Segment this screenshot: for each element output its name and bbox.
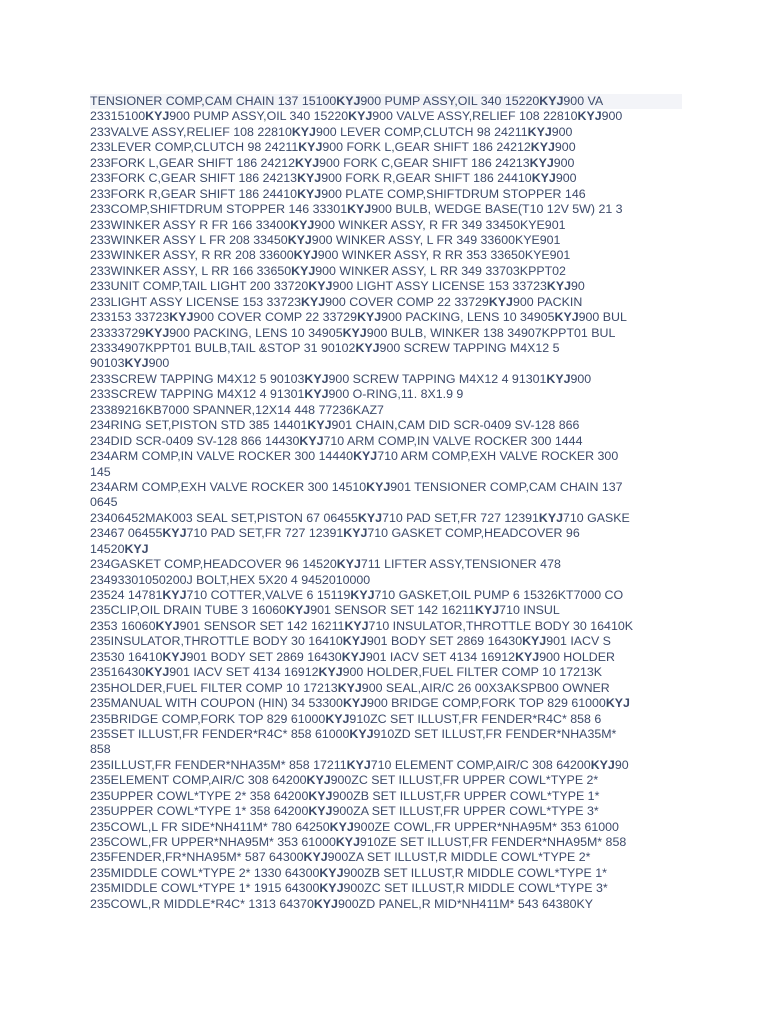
text-line: 235COWL,FR UPPER*NHA95M* 353 61000KYJ910ZE SET ILLUST,FR FENDER*NHA95M* 858 (90, 835, 627, 849)
highlighted-token: KYJ (291, 124, 316, 139)
text-line: 234RING SET,PISTON STD 385 14401KYJ901 CHAIN,CAM DID SCR-0409 SV-128 866 (90, 418, 580, 433)
highlighted-token: KYJ (546, 371, 571, 386)
highlighted-token: KYJ (329, 819, 354, 834)
highlighted-token: KYJ (304, 387, 329, 402)
highlighted-token: KYJ (349, 726, 374, 741)
highlighted-token: KYJ (293, 248, 318, 263)
text-line: 233WINKER ASSY R FR 166 33400KYJ900 WINKER ASSY, R FR 349 33450KYE901 (90, 217, 566, 232)
text-line: 145 (90, 464, 111, 479)
text-line: 233FORK L,GEAR SHIFT 186 24212KYJ900 FORK C,GEAR SHIFT 186 24213KYJ900 (90, 155, 575, 170)
highlighted-token: KYJ (145, 109, 170, 124)
text-line: 23467 06455KYJ710 PAD SET,FR 727 12391KYJ710 GASKET COMP,HEADCOVER 96 (90, 526, 580, 541)
text-line: 234GASKET COMP,HEADCOVER 96 14520KYJ711 LIFTER ASSY,TENSIONER 478 (90, 557, 561, 572)
highlighted-token: KYJ (308, 788, 333, 803)
text-line: 0645 (90, 495, 118, 510)
text-line: 858 (90, 742, 111, 757)
highlighted-token: KYJ (342, 325, 367, 340)
text-line: 235CLIP,OIL DRAIN TUBE 3 16060KYJ901 SENSOR SET 142 16211KYJ710 INSUL (90, 603, 560, 618)
text-line: 235SET ILLUST,FR FENDER*R4C* 858 61000KYJ910ZD SET ILLUST,FR FENDER*NHA35M* (90, 726, 617, 741)
text-line: 233WINKER ASSY, R RR 208 33600KYJ900 WINKER ASSY, R RR 353 33650KYE901 (90, 248, 571, 263)
highlighted-token: KYJ (297, 186, 322, 201)
highlighted-token: KYJ (353, 449, 378, 464)
highlighted-token: KYJ (577, 109, 602, 124)
highlighted-token: KYJ (538, 510, 563, 525)
highlighted-token: KYJ (308, 804, 333, 819)
text-line: 235COWL,R MIDDLE*R4C* 1313 64370KYJ900ZD PANEL,R MID*NH411M* 543 64380KY (90, 896, 594, 911)
text-line: 23524 14781KYJ710 COTTER,VALVE 6 15119KYJ710 GASKET,OIL PUMP 6 15326KT7000 CO (90, 588, 624, 602)
highlighted-token: KYJ (335, 835, 360, 849)
highlighted-token: KYJ (343, 526, 368, 541)
highlighted-token: KYJ (590, 757, 615, 772)
text-line: 233153 33723KYJ900 COVER COMP 22 33729KYJ900 PACKING, LENS 10 34905KYJ900 BUL (90, 310, 627, 325)
text-line: 234ARM COMP,EXH VALVE ROCKER 300 14510KYJ901 TENSIONER COMP,CAM CHAIN 137 (90, 479, 623, 494)
highlighted-token: KYJ (124, 541, 149, 556)
highlighted-token: KYJ (336, 557, 361, 572)
text-line: 2353 16060KYJ901 SENSOR SET 142 16211KYJ710 INSULATOR,THROTTLE BODY 30 16410K (90, 618, 633, 633)
text-line: 235ILLUST,FR FENDER*NHA35M* 858 17211KYJ710 ELEMENT COMP,AIR/C 308 64200KYJ90 (90, 757, 629, 772)
text-line: 23530 16410KYJ901 BODY SET 2869 16430KYJ901 IACV SET 4134 16912KYJ900 HOLDER (90, 649, 615, 664)
highlighted-token: KYJ (342, 696, 368, 711)
highlighted-token: KYJ (290, 217, 315, 232)
text-line: 234DID SCR-0409 SV-128 866 14430KYJ710 ARM COMP,IN VALVE ROCKER 300 1444 (90, 433, 583, 448)
highlighted-token: KYJ (155, 618, 180, 633)
highlighted-token: KYJ (522, 634, 547, 649)
highlighted-token: KYJ (357, 310, 382, 325)
text-line: TENSIONER COMP,CAM CHAIN 137 15100KYJ900 PUMP ASSY,OIL 340 15220KYJ900 VA (90, 94, 682, 109)
highlighted-token: KYJ (337, 680, 362, 695)
highlighted-token: KYJ (145, 325, 170, 340)
highlighted-token: KYJ (344, 618, 369, 633)
highlighted-token: KYJ (291, 263, 316, 278)
text-line: 23516430KYJ901 IACV SET 4134 16912KYJ900 HOLDER,FUEL FILTER COMP 10 17213K (90, 665, 603, 680)
text-line: 23334907KPPT01 BULB,TAIL &STOP 31 90102KYJ900 SCREW TAPPING M4X12 5 (90, 341, 560, 355)
text-line: 90103KYJ900 (90, 356, 170, 371)
highlighted-token: KYJ (348, 109, 373, 124)
highlighted-token: KYJ (306, 773, 331, 788)
highlighted-token: KYJ (341, 649, 366, 664)
text-line: 23406452MAK003 SEAL SET,PISTON 67 06455KYJ710 PAD SET,FR 727 12391KYJ710 GASKE (90, 510, 630, 525)
highlighted-token: KYJ (169, 310, 194, 325)
highlighted-token: KYJ (605, 696, 630, 711)
text-line: 235UPPER COWL*TYPE 1* 358 64200KYJ900ZA SET ILLUST,FR UPPER COWL*TYPE 3* (90, 804, 599, 819)
highlighted-token: KYJ (530, 140, 555, 155)
text-line: 233WINKER ASSY, L RR 166 33650KYJ900 WINKER ASSY, L RR 349 33703KPPT02 (90, 263, 566, 278)
text-line: 23333729KYJ900 PACKING, LENS 10 34905KYJ900 BULB, WINKER 138 34907KPPT01 BUL (90, 325, 616, 340)
text-line: 235ELEMENT COMP,AIR/C 308 64200KYJ900ZC SET ILLUST,FR UPPER COWL*TYPE 2* (90, 773, 599, 788)
highlighted-token: KYJ (295, 155, 320, 170)
text-line: 233SCREW TAPPING M4X12 5 90103KYJ900 SCREW TAPPING M4X12 4 91301KYJ900 (90, 371, 592, 386)
text-line: 23389216KB7000 SPANNER,12X14 448 77236KAZ7 (90, 402, 384, 417)
text-line: 233UNIT COMP,TAIL LIGHT 200 33720KYJ900 LIGHT ASSY LICENSE 153 33723KYJ90 (90, 279, 585, 294)
text-line: 23493301050200J BOLT,HEX 5X20 4 9452010000 (90, 572, 371, 587)
highlighted-token: KYJ (307, 418, 332, 433)
text-line: 235HOLDER,FUEL FILTER COMP 10 17213KYJ900 SEAL,AIR/C 26 00X3AKSPB00 OWNER (90, 680, 610, 695)
highlighted-token: KYJ (336, 94, 361, 108)
highlighted-token: KYJ (319, 865, 344, 880)
highlighted-token: KYJ (529, 155, 554, 170)
text-line: 233SCREW TAPPING M4X12 4 91301KYJ900 O-RING,11. 8X1.9 9 (90, 387, 464, 402)
text-line: 233LEVER COMP,CLUTCH 98 24211KYJ900 FORK L,GEAR SHIFT 186 24212KYJ900 (90, 140, 576, 155)
highlighted-token: KYJ (355, 341, 380, 355)
highlighted-token: KYJ (287, 232, 312, 247)
highlighted-token: KYJ (347, 202, 372, 217)
text-line: 233WINKER ASSY L FR 208 33450KYJ900 WINKER ASSY, L FR 349 33600KYE901 (90, 232, 561, 247)
highlighted-token: KYJ (546, 279, 571, 294)
highlighted-token: KYJ (554, 310, 579, 325)
parts-list-text (90, 94, 682, 912)
highlighted-token: KYJ (475, 603, 500, 618)
highlighted-token: KYJ (318, 665, 343, 680)
highlighted-token: KYJ (124, 356, 149, 371)
text-line: 14520KYJ (90, 541, 149, 556)
highlighted-token: KYJ (539, 94, 564, 108)
text-line: 23315100KYJ900 PUMP ASSY,OIL 340 15220KYJ900 VALVE ASSY,RELIEF 108 22810KYJ900 (90, 109, 623, 124)
highlighted-token: KYJ (527, 124, 552, 139)
highlighted-token: KYJ (350, 588, 375, 602)
highlighted-token: KYJ (286, 603, 311, 618)
highlighted-token: KYJ (301, 294, 326, 309)
highlighted-token: KYJ (162, 526, 187, 541)
highlighted-token: KYJ (145, 665, 170, 680)
highlighted-token: KYJ (346, 757, 371, 772)
text-line: 233LIGHT ASSY LICENSE 153 33723KYJ900 COVER COMP 22 33729KYJ900 PACKIN (90, 294, 583, 309)
text-line: 233FORK C,GEAR SHIFT 186 24213KYJ900 FORK R,GEAR SHIFT 186 24410KYJ900 (90, 171, 577, 186)
highlighted-token: KYJ (297, 171, 322, 186)
text-line: 233VALVE ASSY,RELIEF 108 22810KYJ900 LEVER COMP,CLUTCH 98 24211KYJ900 (90, 124, 573, 139)
text-line: 235COWL,L FR SIDE*NH411M* 780 64250KYJ900ZE COWL,FR UPPER*NHA95M* 353 61000 (90, 819, 619, 834)
text-line: 235MIDDLE COWL*TYPE 2* 1330 64300KYJ900ZB SET ILLUST,R MIDDLE COWL*TYPE 1* (90, 865, 607, 880)
highlighted-token: KYJ (319, 881, 344, 896)
highlighted-token: KYJ (162, 649, 187, 664)
highlighted-token: KYJ (515, 649, 540, 664)
highlighted-token: KYJ (313, 896, 338, 911)
highlighted-token: KYJ (488, 294, 513, 309)
text-line: 235FENDER,FR*NHA95M* 587 64300KYJ900ZA SET ILLUST,R MIDDLE COWL*TYPE 2* (90, 850, 591, 865)
text-line: 235UPPER COWL*TYPE 2* 358 64200KYJ900ZB SET ILLUST,FR UPPER COWL*TYPE 1* (90, 788, 600, 803)
text-line: 235BRIDGE COMP,FORK TOP 829 61000KYJ910ZC SET ILLUST,FR FENDER*R4C* 858 6 (90, 711, 602, 726)
highlighted-token: KYJ (325, 711, 350, 726)
highlighted-token: KYJ (303, 850, 328, 865)
highlighted-token: KYJ (531, 171, 556, 186)
highlighted-token: KYJ (308, 279, 333, 294)
highlighted-token: KYJ (357, 510, 383, 525)
highlighted-token: KYJ (304, 371, 329, 386)
text-line: 235INSULATOR,THROTTLE BODY 30 16410KYJ901 BODY SET 2869 16430KYJ901 IACV S (90, 634, 611, 649)
highlighted-token: KYJ (366, 479, 391, 494)
text-line: 233FORK R,GEAR SHIFT 186 24410KYJ900 PLATE COMP,SHIFTDRUM STOPPER 146 (90, 186, 586, 201)
highlighted-token: KYJ (298, 140, 323, 155)
text-line: 234ARM COMP,IN VALVE ROCKER 300 14440KYJ710 ARM COMP,EXH VALVE ROCKER 300 (90, 449, 619, 464)
highlighted-token: KYJ (162, 588, 187, 602)
highlighted-token: KYJ (299, 433, 324, 448)
text-line: 235MANUAL WITH COUPON (HIN) 34 53300KYJ900 BRIDGE COMP,FORK TOP 829 61000KYJ (90, 696, 630, 711)
highlighted-token: KYJ (342, 634, 367, 649)
text-line: 233COMP,SHIFTDRUM STOPPER 146 33301KYJ900 BULB, WEDGE BASE(T10 12V 5W) 21 3 (90, 202, 623, 217)
text-line: 235MIDDLE COWL*TYPE 1* 1915 64300KYJ900ZC SET ILLUST,R MIDDLE COWL*TYPE 3* (90, 881, 608, 896)
